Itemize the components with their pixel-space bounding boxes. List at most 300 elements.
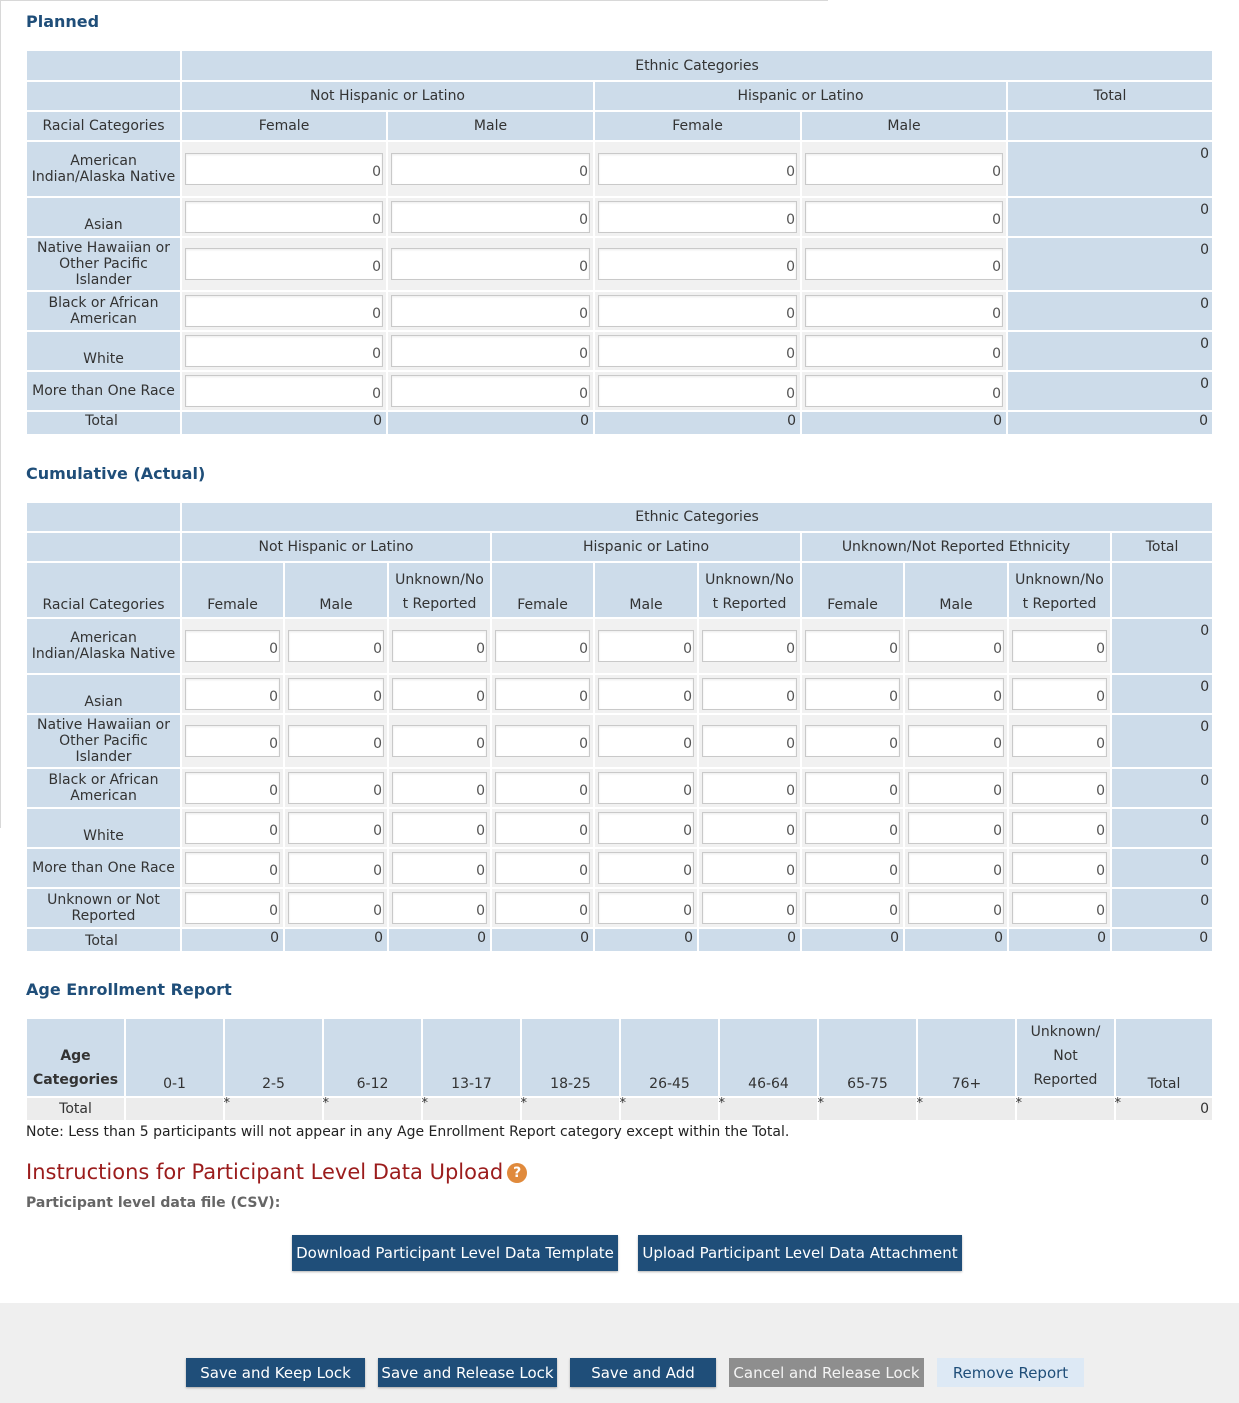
input-cell	[1008, 674, 1111, 714]
total-row	[26, 928, 1213, 952]
row-total: 0	[1007, 291, 1213, 331]
empty-cell	[1111, 562, 1213, 618]
race-label: Native Hawaiian or Other Pacific Islander	[26, 237, 181, 291]
column-total: 0	[181, 928, 284, 952]
input-cell	[181, 141, 387, 197]
input-cell	[594, 714, 698, 768]
input-cell	[284, 618, 388, 674]
count-input[interactable]	[805, 375, 1003, 407]
input-cell	[388, 808, 491, 848]
row-total: 0	[1111, 674, 1213, 714]
race-label: Black or African American	[26, 291, 181, 331]
input-cell	[1008, 848, 1111, 888]
row-total: 0	[1111, 768, 1213, 808]
input-cell	[387, 371, 594, 411]
count-input[interactable]	[1012, 678, 1107, 710]
empty-cell	[26, 50, 181, 81]
count-input[interactable]	[495, 892, 590, 924]
race-row	[26, 371, 1213, 411]
count-input[interactable]	[391, 201, 590, 233]
count-input[interactable]	[185, 201, 383, 233]
count-input[interactable]	[391, 153, 590, 185]
input-cell	[491, 618, 594, 674]
count-input[interactable]	[495, 812, 590, 844]
input-cell	[1008, 618, 1111, 674]
input-cell	[1008, 768, 1111, 808]
count-input[interactable]	[908, 772, 1004, 804]
sex-header: Female	[181, 111, 387, 141]
age-value: *	[224, 1097, 323, 1121]
racial-categories-header: Racial Categories	[26, 562, 181, 618]
count-input[interactable]	[598, 295, 797, 327]
input-cell	[491, 714, 594, 768]
input-cell	[181, 291, 387, 331]
count-input[interactable]	[598, 852, 694, 884]
input-cell	[904, 808, 1008, 848]
input-cell	[904, 714, 1008, 768]
input-cell	[801, 291, 1007, 331]
count-input[interactable]	[185, 295, 383, 327]
group-header: Not Hispanic or Latino	[181, 532, 491, 562]
count-input[interactable]	[702, 812, 797, 844]
race-row	[26, 237, 1213, 291]
row-total: 0	[1007, 371, 1213, 411]
count-input[interactable]	[392, 678, 487, 710]
count-input[interactable]	[908, 892, 1004, 924]
group-header: Hispanic or Latino	[594, 81, 1007, 111]
group-header: Hispanic or Latino	[491, 532, 801, 562]
race-label: More than One Race	[26, 371, 181, 411]
count-input[interactable]	[805, 812, 900, 844]
remove-report-button[interactable]: Remove Report	[937, 1358, 1084, 1387]
input-cell	[387, 331, 594, 371]
age-category: 0-1	[125, 1018, 224, 1097]
count-input[interactable]	[598, 153, 797, 185]
total-header: Total	[1007, 81, 1213, 111]
column-total: 0	[801, 928, 904, 952]
input-cell	[181, 674, 284, 714]
age-category: 2-5	[224, 1018, 323, 1097]
input-cell	[801, 371, 1007, 411]
count-input[interactable]	[805, 852, 900, 884]
sex-header: Male	[387, 111, 594, 141]
input-cell	[594, 291, 801, 331]
input-cell	[594, 674, 698, 714]
age-total-header: Total	[1115, 1018, 1213, 1097]
race-row	[26, 848, 1213, 888]
age-category: 76+	[917, 1018, 1016, 1097]
race-label: Black or African American	[26, 768, 181, 808]
input-cell	[388, 674, 491, 714]
count-input[interactable]	[805, 892, 900, 924]
row-total: 0	[1111, 848, 1213, 888]
count-input[interactable]	[288, 812, 384, 844]
input-cell	[181, 768, 284, 808]
race-label: White	[26, 808, 181, 848]
count-input[interactable]	[598, 725, 694, 757]
grand-total: 0	[1007, 411, 1213, 435]
race-label: Asian	[26, 197, 181, 237]
row-total: 0	[1111, 808, 1213, 848]
race-row	[26, 888, 1213, 928]
count-input[interactable]	[392, 725, 487, 757]
race-row	[26, 618, 1213, 674]
race-row	[26, 291, 1213, 331]
age-value: *	[1016, 1097, 1115, 1121]
race-row	[26, 331, 1213, 371]
save-and-add-button[interactable]: Save and Add	[570, 1358, 716, 1387]
age-category: 6-12	[323, 1018, 422, 1097]
input-cell	[181, 371, 387, 411]
planned-table	[25, 49, 1214, 436]
count-input[interactable]	[185, 812, 280, 844]
race-label: Asian	[26, 674, 181, 714]
footer-bar	[0, 1303, 1239, 1403]
input-cell	[594, 618, 698, 674]
age-value: *	[620, 1097, 719, 1121]
race-row	[26, 714, 1213, 768]
csv-label: Participant level data file (CSV):	[26, 1195, 281, 1211]
input-cell	[594, 888, 698, 928]
count-input[interactable]	[1012, 812, 1107, 844]
download-template-button[interactable]: Download Participant Level Data Template	[292, 1235, 618, 1271]
input-cell	[388, 888, 491, 928]
cumulative-title: Cumulative (Actual)	[26, 464, 206, 483]
count-input[interactable]	[598, 335, 797, 367]
total-label: Total	[26, 928, 181, 952]
input-cell	[904, 768, 1008, 808]
input-cell	[387, 141, 594, 197]
top-border	[0, 0, 828, 1]
count-input[interactable]	[391, 295, 590, 327]
total-header: Total	[1111, 532, 1213, 562]
empty-cell	[1007, 111, 1213, 141]
age-total-label: Total	[26, 1097, 125, 1121]
race-label: More than One Race	[26, 848, 181, 888]
empty-cell	[26, 532, 181, 562]
upload-instructions-title	[26, 1160, 527, 1184]
row-total: 0	[1007, 331, 1213, 371]
count-input[interactable]	[495, 852, 590, 884]
input-cell	[284, 674, 388, 714]
race-row	[26, 141, 1213, 197]
count-input[interactable]	[495, 678, 590, 710]
count-input[interactable]	[392, 812, 487, 844]
input-cell	[388, 768, 491, 808]
input-cell	[801, 808, 904, 848]
input-cell	[698, 768, 801, 808]
race-row	[26, 808, 1213, 848]
age-category: 46-64	[719, 1018, 818, 1097]
sex-header: Unknown/No t Reported	[1008, 562, 1111, 618]
count-input[interactable]	[598, 892, 694, 924]
count-input[interactable]	[1012, 852, 1107, 884]
age-enrollment-table	[25, 1017, 1214, 1122]
age-category: Unknown/ Not Reported	[1016, 1018, 1115, 1097]
row-total: 0	[1111, 888, 1213, 928]
input-cell	[801, 331, 1007, 371]
count-input[interactable]	[495, 630, 590, 662]
planned-title: Planned	[26, 12, 100, 31]
input-cell	[698, 888, 801, 928]
input-cell	[801, 197, 1007, 237]
input-cell	[594, 371, 801, 411]
count-input[interactable]	[185, 892, 280, 924]
count-input[interactable]	[185, 248, 383, 280]
input-cell	[904, 674, 1008, 714]
input-cell	[698, 848, 801, 888]
row-total: 0	[1111, 618, 1213, 674]
age-value: *	[818, 1097, 917, 1121]
count-input[interactable]	[702, 852, 797, 884]
count-input[interactable]	[1012, 892, 1107, 924]
count-input[interactable]	[805, 201, 1003, 233]
count-input[interactable]	[495, 772, 590, 804]
count-input[interactable]	[185, 335, 383, 367]
count-input[interactable]	[598, 375, 797, 407]
sex-header: Male	[904, 562, 1008, 618]
input-cell	[491, 888, 594, 928]
input-cell	[491, 768, 594, 808]
count-input[interactable]	[598, 201, 797, 233]
count-input[interactable]	[598, 772, 694, 804]
cumulative-table	[25, 501, 1214, 953]
count-input[interactable]	[598, 248, 797, 280]
age-value: *	[719, 1097, 818, 1121]
row-total: 0	[1111, 714, 1213, 768]
input-cell	[181, 618, 284, 674]
racial-categories-header: Racial Categories	[26, 111, 181, 141]
row-total: 0	[1007, 197, 1213, 237]
save-release-lock-button[interactable]: Save and Release Lock	[378, 1358, 557, 1387]
count-input[interactable]	[908, 812, 1004, 844]
count-input[interactable]	[908, 852, 1004, 884]
input-cell	[284, 808, 388, 848]
empty-cell	[26, 81, 181, 111]
age-value: *	[521, 1097, 620, 1121]
sex-header: Female	[181, 562, 284, 618]
input-cell	[1008, 714, 1111, 768]
race-label: American Indian/Alaska Native	[26, 618, 181, 674]
input-cell	[387, 237, 594, 291]
count-input[interactable]	[185, 375, 383, 407]
age-value: *	[422, 1097, 521, 1121]
count-input[interactable]	[908, 678, 1004, 710]
count-input[interactable]	[185, 852, 280, 884]
sex-header: Female	[801, 562, 904, 618]
count-input[interactable]	[288, 678, 384, 710]
age-value: *	[917, 1097, 1016, 1121]
count-input[interactable]	[185, 678, 280, 710]
count-input[interactable]	[1012, 725, 1107, 757]
race-label: American Indian/Alaska Native	[26, 141, 181, 197]
sex-header: Unknown/No t Reported	[698, 562, 801, 618]
age-category: 18-25	[521, 1018, 620, 1097]
sex-header: Female	[594, 111, 801, 141]
input-cell	[388, 714, 491, 768]
age-value: *	[323, 1097, 422, 1121]
input-cell	[181, 848, 284, 888]
race-label: Native Hawaiian or Other Pacific Islander	[26, 714, 181, 768]
count-input[interactable]	[805, 772, 900, 804]
count-input[interactable]	[702, 678, 797, 710]
count-input[interactable]	[805, 678, 900, 710]
input-cell	[181, 197, 387, 237]
count-input[interactable]	[805, 153, 1003, 185]
race-row	[26, 197, 1213, 237]
empty-cell	[26, 502, 181, 532]
sex-header: Male	[801, 111, 1007, 141]
column-total: 0	[594, 411, 801, 435]
input-cell	[181, 237, 387, 291]
input-cell	[181, 714, 284, 768]
input-cell	[904, 848, 1008, 888]
column-total: 0	[904, 928, 1008, 952]
input-cell	[801, 714, 904, 768]
upload-instructions-text: Instructions for Participant Level Data Upload	[26, 1160, 504, 1184]
column-total: 0	[698, 928, 801, 952]
input-cell	[801, 888, 904, 928]
count-input[interactable]	[805, 335, 1003, 367]
column-total: 0	[388, 928, 491, 952]
input-cell	[491, 808, 594, 848]
count-input[interactable]	[185, 772, 280, 804]
total-row	[26, 411, 1213, 435]
input-cell	[698, 714, 801, 768]
count-input[interactable]	[908, 630, 1004, 662]
input-cell	[284, 714, 388, 768]
input-cell	[594, 331, 801, 371]
count-input[interactable]	[598, 678, 694, 710]
sex-header: Unknown/No t Reported	[388, 562, 491, 618]
age-grand-total: 0	[1115, 1097, 1213, 1121]
count-input[interactable]	[392, 630, 487, 662]
count-input[interactable]	[805, 295, 1003, 327]
count-input[interactable]	[702, 725, 797, 757]
count-input[interactable]	[288, 630, 384, 662]
group-header: Not Hispanic or Latino	[181, 81, 594, 111]
count-input[interactable]	[392, 852, 487, 884]
count-input[interactable]	[288, 725, 384, 757]
race-label: White	[26, 331, 181, 371]
input-cell	[491, 848, 594, 888]
race-row	[26, 768, 1213, 808]
input-cell	[387, 197, 594, 237]
count-input[interactable]	[1012, 630, 1107, 662]
input-cell	[698, 618, 801, 674]
grand-total: 0	[1111, 928, 1213, 952]
input-cell	[284, 768, 388, 808]
count-input[interactable]	[702, 630, 797, 662]
count-input[interactable]	[702, 892, 797, 924]
input-cell	[387, 291, 594, 331]
count-input[interactable]	[185, 153, 383, 185]
age-note: Note: Less than 5 participants will not appear in any Age Enrollment Report category except within the Total.	[26, 1124, 790, 1140]
count-input[interactable]	[805, 248, 1003, 280]
age-report-title: Age Enrollment Report	[26, 980, 232, 999]
input-cell	[594, 768, 698, 808]
age-value: *	[125, 1097, 224, 1121]
input-cell	[594, 197, 801, 237]
sex-header: Female	[491, 562, 594, 618]
count-input[interactable]	[908, 725, 1004, 757]
input-cell	[181, 331, 387, 371]
ethnic-categories-header: Ethnic Categories	[181, 502, 1213, 532]
input-cell	[491, 674, 594, 714]
input-cell	[698, 674, 801, 714]
count-input[interactable]	[288, 892, 384, 924]
left-border	[0, 0, 1, 828]
input-cell	[594, 237, 801, 291]
input-cell	[801, 141, 1007, 197]
column-total: 0	[181, 411, 387, 435]
input-cell	[181, 808, 284, 848]
input-cell	[801, 618, 904, 674]
row-total: 0	[1007, 237, 1213, 291]
input-cell	[284, 848, 388, 888]
age-category: 65-75	[818, 1018, 917, 1097]
ethnic-categories-header: Ethnic Categories	[181, 50, 1213, 81]
count-input[interactable]	[1012, 772, 1107, 804]
count-input[interactable]	[391, 335, 590, 367]
age-category: 13-17	[422, 1018, 521, 1097]
count-input[interactable]	[598, 812, 694, 844]
count-input[interactable]	[392, 772, 487, 804]
total-label: Total	[26, 411, 181, 435]
count-input[interactable]	[495, 725, 590, 757]
count-input[interactable]	[805, 725, 900, 757]
upload-attachment-button[interactable]: Upload Participant Level Data Attachment	[638, 1235, 962, 1271]
count-input[interactable]	[391, 375, 590, 407]
count-input[interactable]	[288, 852, 384, 884]
input-cell	[801, 674, 904, 714]
count-input[interactable]	[805, 630, 900, 662]
age-categories-header: Age Categories	[26, 1018, 125, 1097]
count-input[interactable]	[391, 248, 590, 280]
input-cell	[698, 808, 801, 848]
count-input[interactable]	[702, 772, 797, 804]
age-category: 26-45	[620, 1018, 719, 1097]
column-total: 0	[284, 928, 388, 952]
input-cell	[594, 848, 698, 888]
input-cell	[181, 888, 284, 928]
count-input[interactable]	[598, 630, 694, 662]
sex-header: Male	[284, 562, 388, 618]
help-icon[interactable]: ?	[507, 1163, 527, 1183]
row-total: 0	[1007, 141, 1213, 197]
column-total: 0	[387, 411, 594, 435]
count-input[interactable]	[288, 772, 384, 804]
column-total: 0	[491, 928, 594, 952]
save-keep-lock-button[interactable]: Save and Keep Lock	[186, 1358, 365, 1387]
input-cell	[594, 808, 698, 848]
input-cell	[284, 888, 388, 928]
column-total: 0	[1008, 928, 1111, 952]
input-cell	[388, 848, 491, 888]
input-cell	[1008, 808, 1111, 848]
column-total: 0	[594, 928, 698, 952]
input-cell	[904, 618, 1008, 674]
count-input[interactable]	[392, 892, 487, 924]
input-cell	[388, 618, 491, 674]
count-input[interactable]	[185, 725, 280, 757]
group-header: Unknown/Not Reported Ethnicity	[801, 532, 1111, 562]
race-row	[26, 674, 1213, 714]
cancel-release-lock-button[interactable]: Cancel and Release Lock	[729, 1358, 924, 1387]
count-input[interactable]	[185, 630, 280, 662]
input-cell	[801, 237, 1007, 291]
sex-header: Male	[594, 562, 698, 618]
